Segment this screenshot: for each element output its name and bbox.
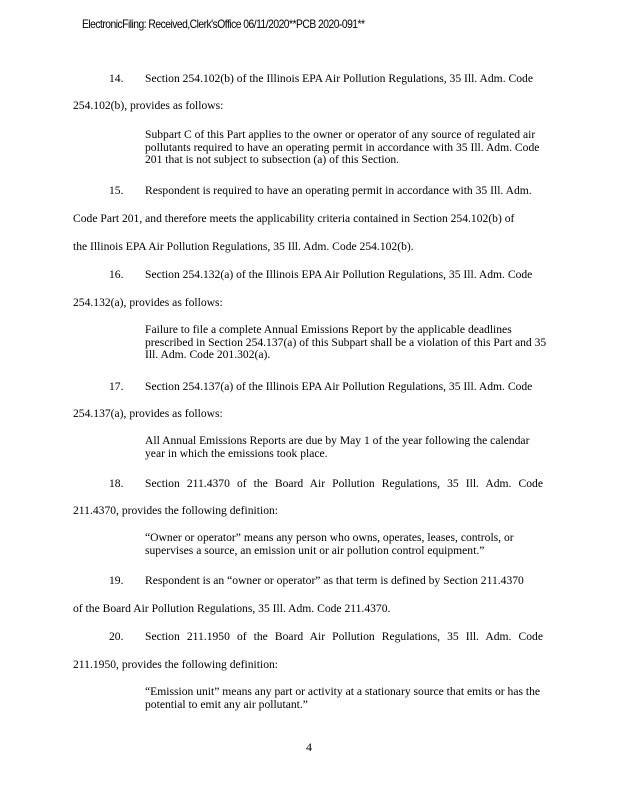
- paragraph-text: Section 254.132(a) of the Illinois EPA Air Pollution Regulations, 35 Ill. Adm. Code: [145, 268, 533, 281]
- paragraph-text: Section 254.102(b) of the Illinois EPA Air Pollution Regulations, 35 Ill. Adm. Code: [145, 72, 533, 85]
- filing-stamp: ElectronicFiling: Received,Clerk'sOffice 06/11/2020**PCB 2020-091**: [82, 17, 365, 31]
- paragraph-number: 15.: [109, 184, 124, 197]
- paragraph-number: 19.: [109, 574, 124, 587]
- page-number: 4: [306, 740, 312, 754]
- paragraph-text: 211.1950, provides the following definition:: [73, 658, 279, 671]
- paragraph-text: Code Part 201, and therefore meets the applicability criteria contained in Section 254.102(b) of: [73, 212, 515, 225]
- paragraph-text: Section 211.1950 of the Board Air Pollution Regulations, 35 Ill. Adm. Code: [145, 630, 543, 643]
- block-quote: Subpart C of this Part applies to the owner or operator of any source of regulated air pollutants required to have an operating permit in accordance with 35 Ill. Adm. Code 201 that is not subject to subsection (a) of this Section.: [145, 128, 540, 166]
- block-quote: “Owner or operator” means any person who owns, operates, leases, controls, or supervises a source, an emission unit or air pollution control equipment.”: [145, 531, 514, 557]
- paragraph-text: the Illinois EPA Air Pollution Regulations, 35 Ill. Adm. Code 254.102(b).: [73, 240, 414, 253]
- paragraph-number: 14.: [109, 72, 124, 85]
- paragraph-text: 211.4370, provides the following definition:: [73, 504, 279, 517]
- block-quote: Failure to file a complete Annual Emissions Report by the applicable deadlines prescribed in Section 254.137(a) of this Subpart shall be a violation of this Part and 35 Ill. Adm. Code 201.302(a).: [145, 323, 547, 361]
- paragraph-text: Section 254.137(a) of the Illinois EPA Air Pollution Regulations, 35 Ill. Adm. Code: [145, 380, 533, 393]
- paragraph-number: 16.: [109, 268, 124, 281]
- paragraph-number: 17.: [109, 380, 124, 393]
- paragraph-text: Section 211.4370 of the Board Air Pollution Regulations, 35 Ill. Adm. Code: [145, 477, 543, 490]
- paragraph-number: 20.: [109, 630, 124, 643]
- paragraph-text: Respondent is an “owner or operator” as that term is defined by Section 211.4370: [145, 574, 524, 587]
- paragraph-text: 254.102(b), provides as follows:: [73, 99, 224, 112]
- paragraph-number: 18.: [109, 477, 124, 490]
- block-quote: All Annual Emissions Reports are due by May 1 of the year following the calendar year in which the emissions took place.: [145, 434, 530, 460]
- paragraph-text: 254.132(a), provides as follows:: [73, 296, 223, 309]
- paragraph-text: of the Board Air Pollution Regulations, 35 Ill. Adm. Code 211.4370.: [73, 602, 391, 615]
- block-quote: “Emission unit” means any part or activity at a stationary source that emits or has the potential to emit any air pollutant.”: [145, 685, 541, 711]
- paragraph-text: Respondent is required to have an operating permit in accordance with 35 Ill. Adm.: [145, 184, 532, 197]
- paragraph-text: 254.137(a), provides as follows:: [73, 407, 223, 420]
